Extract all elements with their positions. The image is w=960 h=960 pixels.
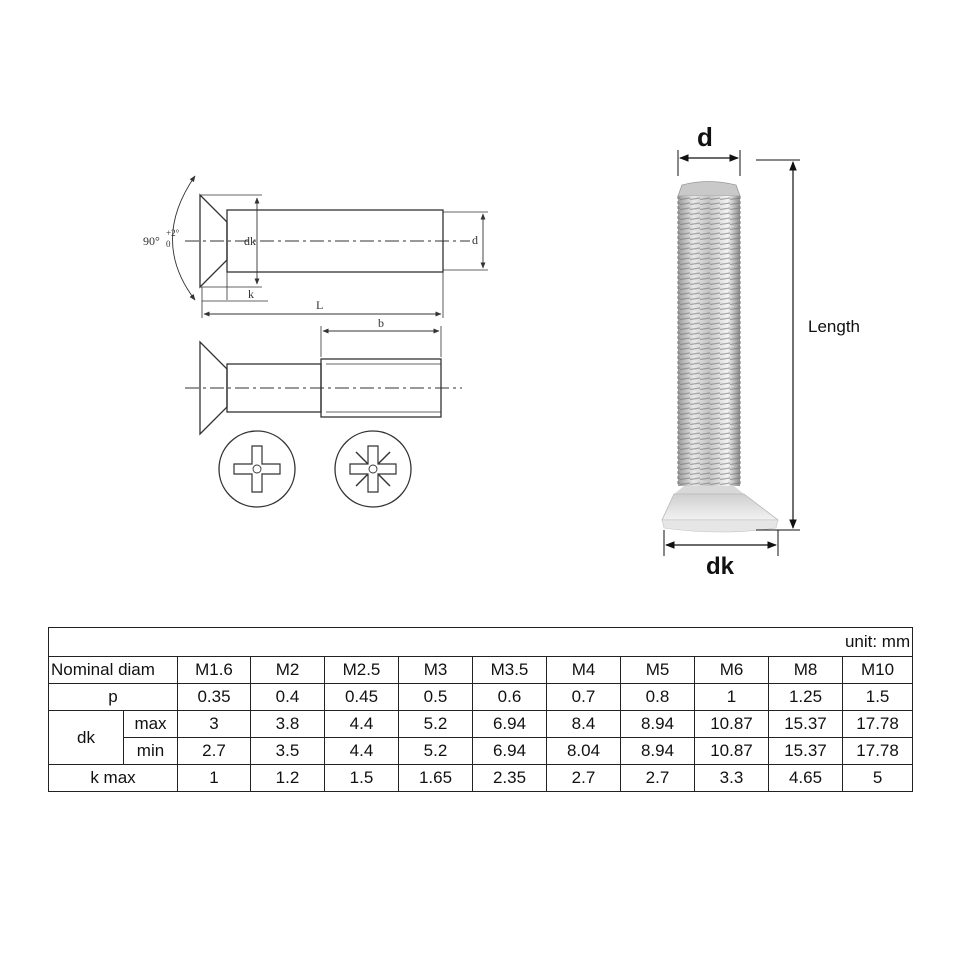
dk-max-row — [49, 711, 913, 738]
dk-min-cell: 3.5 — [251, 738, 325, 765]
p-cell: 0.45 — [325, 684, 399, 711]
p-cell: 0.6 — [473, 684, 547, 711]
d-dimension-label: d — [472, 233, 478, 247]
k-max-cell: 2.35 — [473, 765, 547, 792]
dk-max-cell: 8.94 — [621, 711, 695, 738]
k-max-cell: 1.65 — [399, 765, 473, 792]
k-max-cell: 1.2 — [251, 765, 325, 792]
dk-max-cell: 5.2 — [399, 711, 473, 738]
unit-row — [49, 628, 913, 657]
dk-min-cell: 15.37 — [769, 738, 843, 765]
nominal-diam-label: Nominal diam — [49, 657, 178, 684]
p-cell: 0.4 — [251, 684, 325, 711]
dk-min-cell: 17.78 — [843, 738, 913, 765]
k-max-row — [49, 765, 913, 792]
angle-tolerance-plus: +2° — [166, 228, 180, 238]
screw-photo — [662, 182, 778, 533]
dk-min-cell: 2.7 — [178, 738, 251, 765]
p-cell: 0.35 — [178, 684, 251, 711]
dk-max-label: max — [124, 711, 178, 738]
dk-max-cell: 6.94 — [473, 711, 547, 738]
dk-min-label: min — [124, 738, 178, 765]
angle-label: 90° — [143, 234, 160, 248]
dk-min-cell: 8.94 — [621, 738, 695, 765]
pozidriv-icon — [335, 431, 411, 507]
L-dimension-label: L — [316, 298, 324, 312]
p-label: p — [49, 684, 178, 711]
size-cell: M1.6 — [178, 657, 251, 684]
size-cell: M4 — [547, 657, 621, 684]
dk-max-cell: 3.8 — [251, 711, 325, 738]
size-cell: M6 — [695, 657, 769, 684]
dk-dimension-label: dk — [244, 234, 256, 248]
p-row — [49, 684, 913, 711]
k-max-label: k max — [49, 765, 178, 792]
dk-min-cell: 5.2 — [399, 738, 473, 765]
k-dimension-label: k — [248, 287, 254, 301]
size-cell: M2 — [251, 657, 325, 684]
k-max-cell: 3.3 — [695, 765, 769, 792]
photo-dk-label: dk — [706, 553, 735, 580]
k-max-cell: 1 — [178, 765, 251, 792]
dk-label: dk — [49, 711, 124, 765]
angle-tolerance-minus: 0 — [166, 239, 171, 249]
k-max-cell: 2.7 — [621, 765, 695, 792]
k-max-cell: 5 — [843, 765, 913, 792]
dk-min-row — [49, 738, 913, 765]
specification-table — [48, 627, 913, 792]
phillips-icon — [219, 431, 295, 507]
dk-min-cell: 8.04 — [547, 738, 621, 765]
k-max-cell: 1.5 — [325, 765, 399, 792]
side-view-bottom — [185, 326, 462, 434]
b-dimension-label: b — [378, 316, 384, 330]
side-view-top — [173, 176, 489, 318]
size-cell: M8 — [769, 657, 843, 684]
p-cell: 0.5 — [399, 684, 473, 711]
photo-d-label: d — [697, 122, 713, 152]
dk-max-cell: 3 — [178, 711, 251, 738]
unit-label: unit: mm — [49, 628, 913, 657]
dk-min-cell: 4.4 — [325, 738, 399, 765]
k-max-cell: 2.7 — [547, 765, 621, 792]
size-cell: M3.5 — [473, 657, 547, 684]
p-cell: 1.5 — [843, 684, 913, 711]
dk-max-cell: 8.4 — [547, 711, 621, 738]
p-cell: 0.8 — [621, 684, 695, 711]
dk-max-cell: 10.87 — [695, 711, 769, 738]
size-cell: M10 — [843, 657, 913, 684]
dk-min-cell: 6.94 — [473, 738, 547, 765]
dk-max-cell: 17.78 — [843, 711, 913, 738]
p-cell: 0.7 — [547, 684, 621, 711]
p-cell: 1 — [695, 684, 769, 711]
dk-max-cell: 15.37 — [769, 711, 843, 738]
p-cell: 1.25 — [769, 684, 843, 711]
k-max-cell: 4.65 — [769, 765, 843, 792]
size-cell: M3 — [399, 657, 473, 684]
dk-min-cell: 10.87 — [695, 738, 769, 765]
photo-length-label: Length — [808, 317, 860, 336]
size-row — [49, 657, 913, 684]
dk-max-cell: 4.4 — [325, 711, 399, 738]
size-cell: M2.5 — [325, 657, 399, 684]
size-cell: M5 — [621, 657, 695, 684]
